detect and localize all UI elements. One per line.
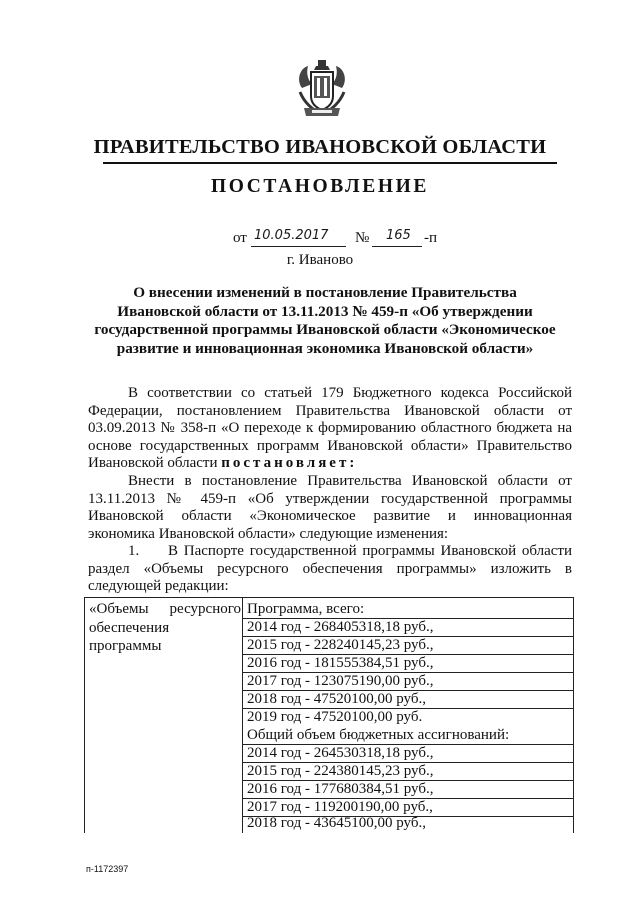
label-line: программы [89,638,162,654]
table-row: 2014 год - 268405318,18 руб., [247,619,434,635]
paragraph-line: 13.11.2013 № 459-п «Об утверждении государственной программы [88,490,572,507]
paragraph-line: Внести в постановление Правительства Ивановской области от [128,473,572,489]
paragraph-basis [88,385,572,473]
date-underline [251,246,346,247]
heading-line: О внесении изменений в постановление Правительства [133,284,517,301]
paragraph-line [88,543,572,561]
table-row: 2019 год - 47520100,00 руб. [247,709,423,725]
table-row: 2017 год - 119200190,00 руб., [247,799,433,815]
table-row: 2014 год - 264530318,18 руб., [247,745,434,761]
paragraph-line: раздел «Объемы ресурсного обеспечения программы» изложить в [88,560,572,577]
document-heading [90,284,560,358]
table-row: 2016 год - 181555384,51 руб., [247,655,434,671]
paragraph-text: Ивановской области [88,455,218,471]
date-value: 10.05.2017 [254,228,329,243]
heading-line: государственной программы Ивановской области «Экономическое [94,321,556,338]
heading-line: развитие и инновационная экономика Ивановской области» [116,339,534,357]
paragraph-line: экономика Ивановской области» следующие изменения: [88,525,449,542]
paragraph-line [88,455,572,473]
table-row: 2018 год - 47520100,00 руб., [247,691,426,707]
paragraph-line: 03.09.2013 № 358-п «О переходе к формированию областного бюджета на [88,420,572,436]
number-underline [372,246,422,247]
paragraph-item-1 [88,543,572,596]
coat-of-arms-icon [294,58,350,120]
table-border-top [84,597,574,598]
number-prefix: № [355,230,370,246]
number-suffix: -п [424,230,438,246]
document-code: п-1172397 [86,864,129,874]
label-line: «Объемы ресурсного [89,601,241,617]
paragraph-line: следующей редакции: [88,578,229,594]
title-underline [103,162,557,164]
paragraph-line: В соответствии со статьей 179 Бюджетного кодекса Российской [128,385,572,401]
resource-table [84,597,574,833]
paragraph-text: В Паспорте государственной программы Ивановской области [168,543,572,559]
resolves-keyword: постановляет: [221,455,358,471]
table-label-cell [89,600,241,656]
table-row: Программа, всего: [247,601,365,617]
table-row: Общий объем бюджетных ассигнований: [247,727,510,743]
number-value: 165 [386,228,411,243]
paragraph-line: основе государственных программ Ивановской области» Правительство [88,437,572,454]
paragraph-amend [88,473,572,543]
heading-line: Ивановской области от 13.11.2013 № 459-п «Об утверждении [117,302,533,320]
table-row: 2015 год - 224380145,23 руб., [247,763,434,779]
date-prefix: от [233,230,247,246]
table-row: 2015 год - 228240145,23 руб., [247,637,434,653]
government-title: ПРАВИТЕЛЬСТВО ИВАНОВСКОЙ ОБЛАСТИ [93,136,547,158]
table-row: 2016 год - 177680384,51 руб., [247,781,434,797]
label-line: обеспечения [89,619,170,636]
document-type: ПОСТАНОВЛЕНИЕ [210,176,430,197]
table-row: 2017 год - 123075190,00 руб., [247,673,434,689]
paragraph-line: Ивановской области «Экономическое развитие и инновационная [88,508,572,524]
table-row: 2018 год - 43645100,00 руб., [247,815,426,831]
city: г. Иваново [286,252,354,268]
paragraph-line: Федерации, постановлением Правительства Ивановской области от [88,402,572,419]
item-number: 1. [128,543,140,559]
table-border-left [84,597,85,833]
